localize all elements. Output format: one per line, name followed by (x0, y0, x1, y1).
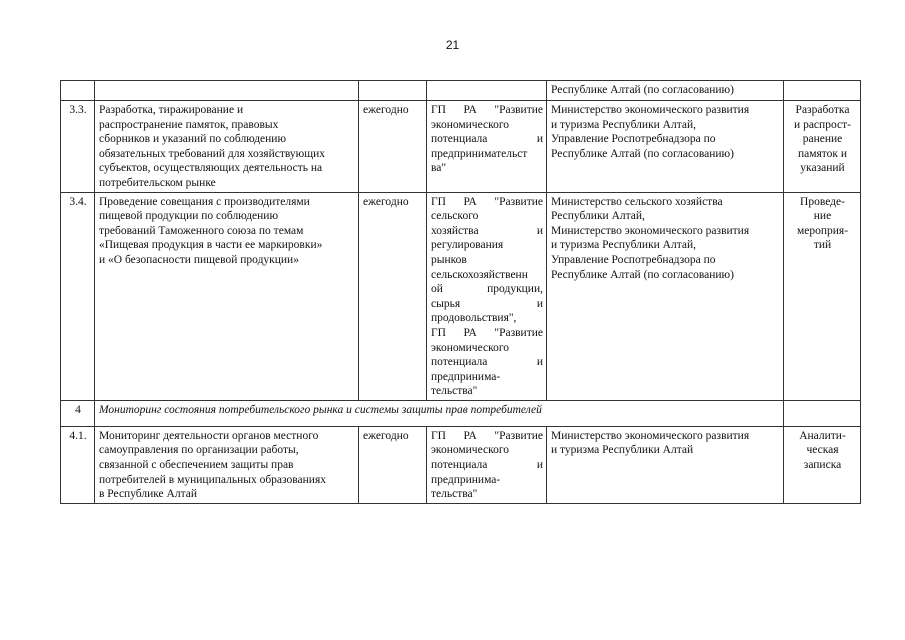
result-line: мероприя- (796, 224, 849, 237)
executor-line: Республики Алтай, (551, 210, 645, 223)
result-line: памяток и (797, 147, 848, 160)
program-line: сельскохозяйственн (431, 268, 528, 281)
activity-line: Разработка, тиражирование и (99, 104, 244, 116)
activity-line: Мониторинг деятельности органов местного (99, 429, 319, 442)
program-line: предпринима- (431, 473, 501, 486)
executor-line: Управление Роспотребнадзора по (551, 133, 716, 146)
term-cell (359, 81, 427, 101)
program-line: ГП РА "Развитие (431, 195, 543, 208)
program-line: регулирования (431, 239, 504, 252)
action-plan-table (60, 80, 861, 504)
activity-line: самоуправления по организации работы, (99, 444, 299, 457)
activity-line: распространение памяток, правовых (99, 118, 279, 131)
program-line: ва" (431, 162, 447, 175)
activity-cell (95, 101, 359, 193)
result-cell (784, 400, 861, 426)
table-row (61, 426, 861, 503)
table-row (61, 81, 861, 101)
program-line: ГП РА "Развитие (431, 104, 543, 116)
program-line: продовольствия", (431, 312, 517, 325)
result-cell (784, 101, 861, 193)
result-line: указаний (800, 162, 845, 175)
activity-line: субъектов, осуществляющих деятельность на (99, 162, 323, 175)
executor-line: и туризма Республики Алтай, (551, 118, 697, 131)
result-line: и распрост- (794, 118, 851, 131)
executor-line: и туризма Республики Алтай (551, 444, 694, 457)
activity-line: в Республике Алтай (99, 488, 198, 501)
executor-line: Министерство экономического развития (551, 104, 750, 116)
result-line: записка (803, 459, 842, 472)
program-line: потенциала и (431, 133, 543, 146)
program-line: сельского (431, 210, 479, 223)
result-line: ческая (806, 444, 839, 457)
result-cell (784, 81, 861, 101)
executor-line: Республике Алтай (по согласованию) (551, 147, 734, 160)
result-line: Разработка (795, 104, 850, 116)
result-line: ранение (802, 133, 843, 146)
result-line: ние (813, 210, 832, 223)
activity-line: потребительском рынке (99, 176, 216, 189)
program-line: ой продукции, (431, 283, 543, 296)
term-cell: ежегодно (359, 101, 427, 193)
executor-line: Республике Алтай (по согласованию) (551, 268, 734, 281)
program-cell (427, 81, 547, 101)
term-cell: ежегодно (359, 426, 427, 503)
program-line: потенциала и (431, 459, 543, 472)
row-number-cell: 3.4. (61, 192, 95, 400)
program-line: рынков (431, 253, 467, 266)
executor-line: Управление Роспотребнадзора по (551, 253, 716, 266)
executor-line: Министерство сельского хозяйства (551, 195, 723, 208)
program-line: потенциала и (431, 356, 543, 369)
program-cell (427, 426, 547, 503)
executors-cell (547, 81, 784, 101)
result-line: Аналити- (799, 429, 846, 442)
table-row (61, 101, 861, 193)
activity-line: «Пищевая продукция в части ее маркировки» (99, 239, 323, 252)
result-cell (784, 192, 861, 400)
activity-line: требований Таможенного союза по темам (99, 224, 304, 237)
result-line: Проведе- (800, 195, 845, 208)
section-title: Мониторинг состояния потребительского рынка и системы защиты прав потребителей (95, 400, 784, 426)
executors-cell (547, 426, 784, 503)
program-cell (427, 101, 547, 193)
activity-line: связанной с обеспечением защиты прав (99, 459, 294, 472)
activity-line: потребителей в муниципальных образованиях (99, 473, 326, 486)
program-line: экономического (431, 341, 510, 354)
activity-line: обязательных требований для хозяйствующих (99, 147, 325, 160)
activity-cell (95, 426, 359, 503)
activity-cell (95, 81, 359, 101)
program-line: хозяйства и (431, 224, 543, 237)
result-line: тий (813, 239, 832, 252)
program-line: предпринима- (431, 370, 501, 383)
page-number: 21 (445, 38, 460, 52)
activity-line: пищевой продукции по соблюдению (99, 210, 279, 223)
term-cell: ежегодно (359, 192, 427, 400)
program-line: ГП РА "Развитие (431, 326, 543, 339)
executors-cell (547, 192, 784, 400)
activity-line: Проведение совещания с производителями (99, 195, 310, 208)
program-line: тельства" (431, 385, 478, 398)
executor-line: Министерство экономического развития (551, 429, 750, 442)
program-line: тельства" (431, 488, 478, 501)
program-line: сырья и (431, 297, 543, 310)
table-row (61, 192, 861, 400)
section-row (61, 400, 861, 426)
program-line: предпринимательст (431, 147, 528, 160)
executors-cell (547, 101, 784, 193)
row-number-cell: 3.3. (61, 101, 95, 193)
executor-line: Республике Алтай (по согласованию) (551, 84, 734, 96)
activity-line: сборников и указаний по соблюдению (99, 133, 287, 146)
activity-line: и «О безопасности пищевой продукции» (99, 253, 299, 266)
executor-line: и туризма Республики Алтай, (551, 239, 697, 252)
program-line: экономического (431, 444, 510, 457)
activity-cell (95, 192, 359, 400)
row-number-cell (61, 81, 95, 101)
executor-line: Министерство экономического развития (551, 224, 750, 237)
program-cell (427, 192, 547, 400)
section-number-cell: 4 (61, 400, 95, 426)
program-line: ГП РА "Развитие (431, 429, 543, 442)
result-cell (784, 426, 861, 503)
row-number-cell: 4.1. (61, 426, 95, 503)
program-line: экономического (431, 118, 510, 131)
